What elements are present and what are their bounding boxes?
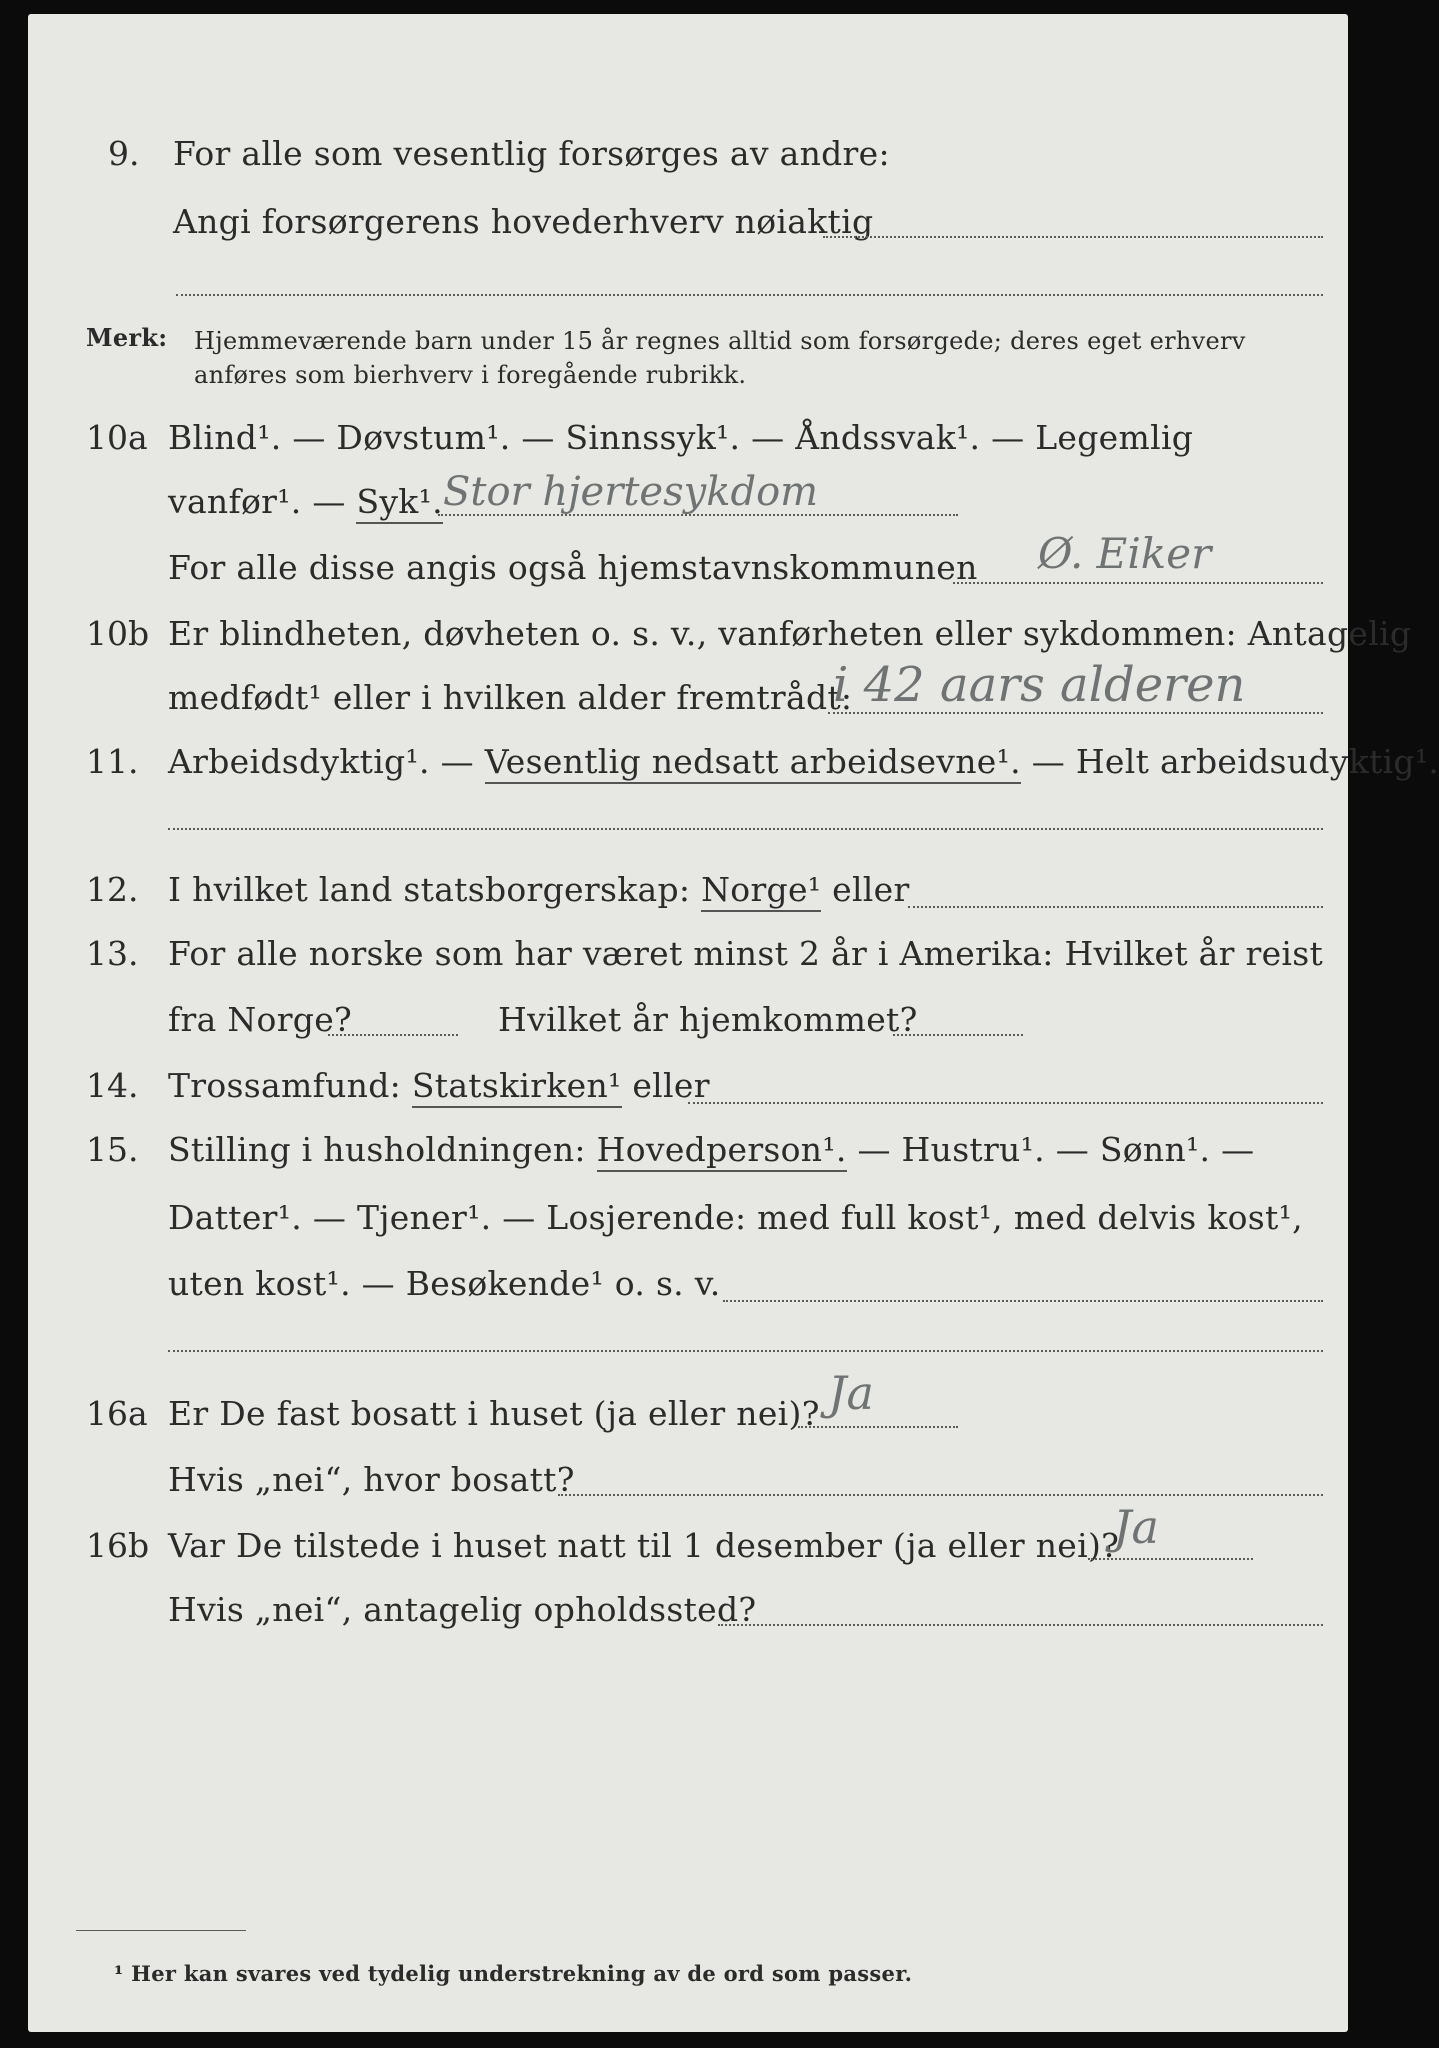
- q10b-number: 10b: [86, 614, 150, 653]
- q15-label: Stilling i husholdningen:: [168, 1130, 586, 1169]
- footnote-rule: [76, 1930, 246, 1931]
- q10a-vanfor-label: vanfør¹. —: [168, 482, 346, 521]
- q12-norge-selected: Norge¹: [701, 870, 821, 912]
- q16a-bosatt-line: [558, 1494, 1323, 1496]
- note-label: Merk:: [86, 323, 168, 352]
- q12-number: 12.: [86, 870, 139, 909]
- q13-reist-line: [328, 1034, 458, 1036]
- q10a-line1: Blind¹. — Døvstum¹. — Sinnssyk¹. — Åndssvak¹. — Legemlig: [168, 418, 1194, 457]
- q10b-line2: medfødt¹ eller i hvilken alder fremtrådt:: [168, 678, 853, 717]
- q11-number: 11.: [86, 742, 139, 781]
- q9-answer-line: [823, 236, 1323, 238]
- census-form-page: [28, 14, 1439, 2032]
- q15-answer-line: [723, 1300, 1323, 1302]
- q14-number: 14.: [86, 1066, 139, 1105]
- q14-answer-line: [688, 1102, 1323, 1104]
- q15-line1: [168, 1130, 1254, 1170]
- q10a-line3: For alle disse angis også hjemstavnskommunen: [168, 548, 978, 587]
- q16a-number: 16a: [86, 1394, 148, 1433]
- note-line1: Hjemmeværende barn under 15 år regnes alltid som forsørgede; deres eget erhverv: [194, 327, 1246, 355]
- q13-number: 13.: [86, 934, 139, 973]
- q9-line2: Angi forsørgerens hovederhverv nøiaktig: [173, 202, 874, 241]
- q15-extra-line: [168, 1350, 1323, 1352]
- q10b-handwritten: i 42 aars alderen: [833, 657, 1246, 713]
- q9-number: 9.: [108, 134, 140, 173]
- q9-extra-line: [176, 294, 1323, 296]
- q13-line2b: Hvilket år hjemkommet?: [498, 1000, 918, 1039]
- q13-line1: For alle norske som har været minst 2 år i Amerika: Hvilket år reist: [168, 934, 1324, 973]
- q15-number: 15.: [86, 1130, 139, 1169]
- q16b-answer-line: [1088, 1558, 1253, 1560]
- q15-line2: Datter¹. — Tjener¹. — Losjerende: med full kost¹, med delvis kost¹,: [168, 1198, 1303, 1237]
- q13-line2a: fra Norge?: [168, 1000, 353, 1039]
- q12-line: [168, 870, 910, 910]
- q16b-line1: Var De tilstede i huset natt til 1 desember (ja eller nei)?: [168, 1526, 1120, 1565]
- q11-option-1: Arbeidsdyktig¹. —: [168, 742, 474, 781]
- note-line2: anføres som bierhverv i foregående rubrikk.: [194, 361, 747, 389]
- q10a-kommune-line: [953, 582, 1323, 584]
- q14-line: [168, 1066, 710, 1106]
- q14-statskirken-selected: Statskirken¹: [412, 1066, 622, 1108]
- footnote-text: ¹ Her kan svares ved tydelig understrekning av de ord som passer.: [114, 1961, 913, 1986]
- q11-extra-line: [168, 828, 1323, 830]
- q10a-syk-handwritten: Stor hjertesykdom: [443, 469, 819, 515]
- q16a-handwritten: Ja: [828, 1366, 874, 1420]
- q16b-opphold-line: [718, 1624, 1323, 1626]
- q14-label: Trossamfund:: [168, 1066, 402, 1105]
- q16b-line2: Hvis „nei“, antagelig opholdssted?: [168, 1590, 757, 1629]
- q16a-line2: Hvis „nei“, hvor bosatt?: [168, 1460, 575, 1499]
- q14-eller: eller: [632, 1066, 710, 1105]
- q10b-line1: Er blindheten, døvheten o. s. v., vanførheten eller sykdommen: Antagelig: [168, 614, 1412, 653]
- q16a-line1: Er De fast bosatt i huset (ja eller nei)?: [168, 1394, 820, 1433]
- q10a-line2-text: [168, 482, 443, 522]
- q10a-number: 10a: [86, 418, 148, 457]
- q12-label: I hvilket land statsborgerskap:: [168, 870, 691, 909]
- q15-line3: uten kost¹. — Besøkende¹ o. s. v.: [168, 1264, 721, 1303]
- q16b-handwritten: Ja: [1113, 1500, 1159, 1554]
- q11-line: [168, 742, 1439, 782]
- q10a-kommune-handwritten: Ø. Eiker: [1038, 529, 1212, 578]
- q15-hovedperson-selected: Hovedperson¹.: [597, 1130, 847, 1172]
- q16b-number: 16b: [86, 1526, 150, 1565]
- q12-eller: eller: [832, 870, 910, 909]
- q15-options-1: — Hustru¹. — Sønn¹. —: [857, 1130, 1255, 1169]
- q10a-syk-label: Syk¹.: [356, 482, 442, 524]
- q12-answer-line: [908, 906, 1323, 908]
- q16a-answer-line: [798, 1426, 958, 1428]
- q13-hjemkommet-line: [893, 1034, 1023, 1036]
- q9-line1: For alle som vesentlig forsørges av andre:: [173, 134, 890, 173]
- q11-option-2-selected: Vesentlig nedsatt arbeidsevne¹.: [485, 742, 1021, 784]
- q11-option-3: — Helt arbeidsudyktig¹.: [1031, 742, 1439, 781]
